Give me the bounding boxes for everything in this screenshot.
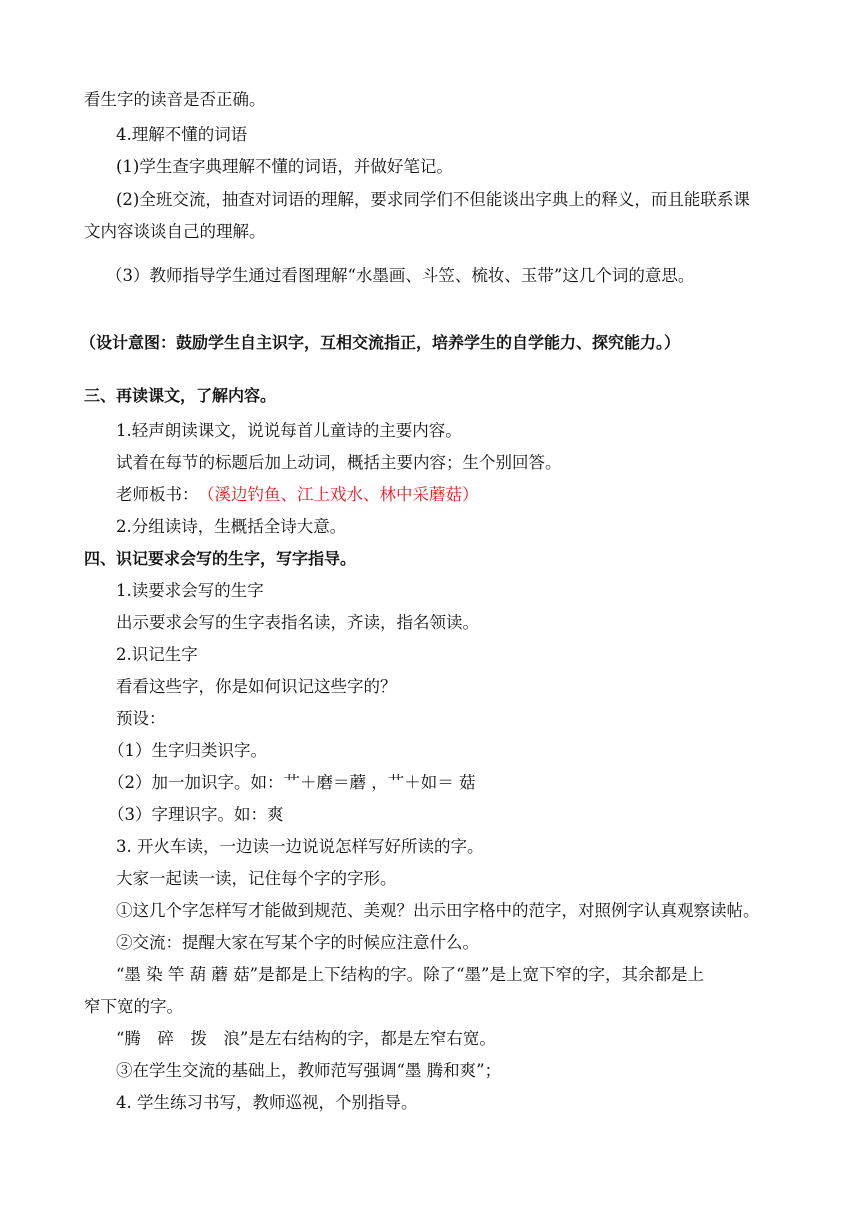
text-line: 1.轻声朗读课文，说说每首儿童诗的主要内容。: [116, 421, 462, 440]
text-line: (1)学生查字典理解不懂的词语，并做好笔记。: [116, 157, 453, 176]
text-line: 看生字的读音是否正确。: [84, 90, 266, 109]
text-line: 1.读要求会写的生字: [116, 581, 264, 600]
text-line: “腾 碎 拨 浪”是左右结构的字，都是左窄右宽。: [116, 1029, 496, 1048]
text-line: ②交流：提醒大家在写某个字的时候应注意什么。: [116, 933, 479, 952]
text-line: ③在学生交流的基础上，教师范写强调“墨 腾和爽”；: [116, 1061, 502, 1080]
board-writing: （溪边钓鱼、江上戏水、林中采蘑菇）: [198, 485, 479, 504]
board-label: 老师板书：: [116, 485, 199, 504]
text-line: （3）教师指导学生通过看图理解“水墨画、斗笠、梳妆、玉带”这几个词的意思。: [106, 266, 695, 285]
text-line: ①这几个字怎样写才能做到规范、美观？出示田字格中的范字，对照例字认真观察读帖。: [116, 901, 760, 920]
design-intent-note: （设计意图：鼓励学生自主识字，互相交流指正，培养学生的自学能力、探究能力。）: [80, 333, 681, 352]
text-line: 2.分组读诗，生概括全诗大意。: [116, 517, 347, 536]
text-line: 试着在每节的标题后加上动词，概括主要内容；生个别回答。: [116, 453, 562, 472]
text-line: 窄下宽的字。: [84, 997, 183, 1016]
text-line: （3）字理识字。如：爽: [108, 805, 284, 824]
text-line: （1）生字归类识字。: [108, 741, 267, 760]
section-heading: 三、再读课文，了解内容。: [84, 386, 277, 405]
section-heading: 四、识记要求会写的生字，写字指导。: [84, 549, 357, 568]
text-line: 文内容谈谈自己的理解。: [84, 222, 266, 241]
text-line: （2）加一加识字。如：艹＋磨＝蘑 ，艹＋如＝ 菇: [108, 773, 476, 792]
text-line: “墨 染 竿 葫 蘑 菇”是都是上下结构的字。除了“墨”是上宽下窄的字，其余都是上: [116, 965, 704, 984]
text-line: 预设：: [116, 709, 166, 728]
text-line: 3. 开火车读，一边读一边说说怎样写好所读的字。: [116, 837, 484, 856]
text-line: 2.识记生字: [116, 645, 198, 664]
text-line: 出示要求会写的生字表指名读，齐读，指名领读。: [116, 613, 479, 632]
text-line: 4.理解不懂的词语: [116, 125, 248, 144]
text-line: 看看这些字，你是如何识记这些字的？: [116, 677, 397, 696]
text-line: 4. 学生练习书写，教师巡视，个别指导。: [116, 1093, 418, 1112]
text-line: (2)全班交流，抽查对词语的理解，要求同学们不但能谈出字典上的释义，而且能联系课: [116, 190, 750, 209]
text-line: 大家一起读一读，记住每个字的字形。: [116, 869, 397, 888]
